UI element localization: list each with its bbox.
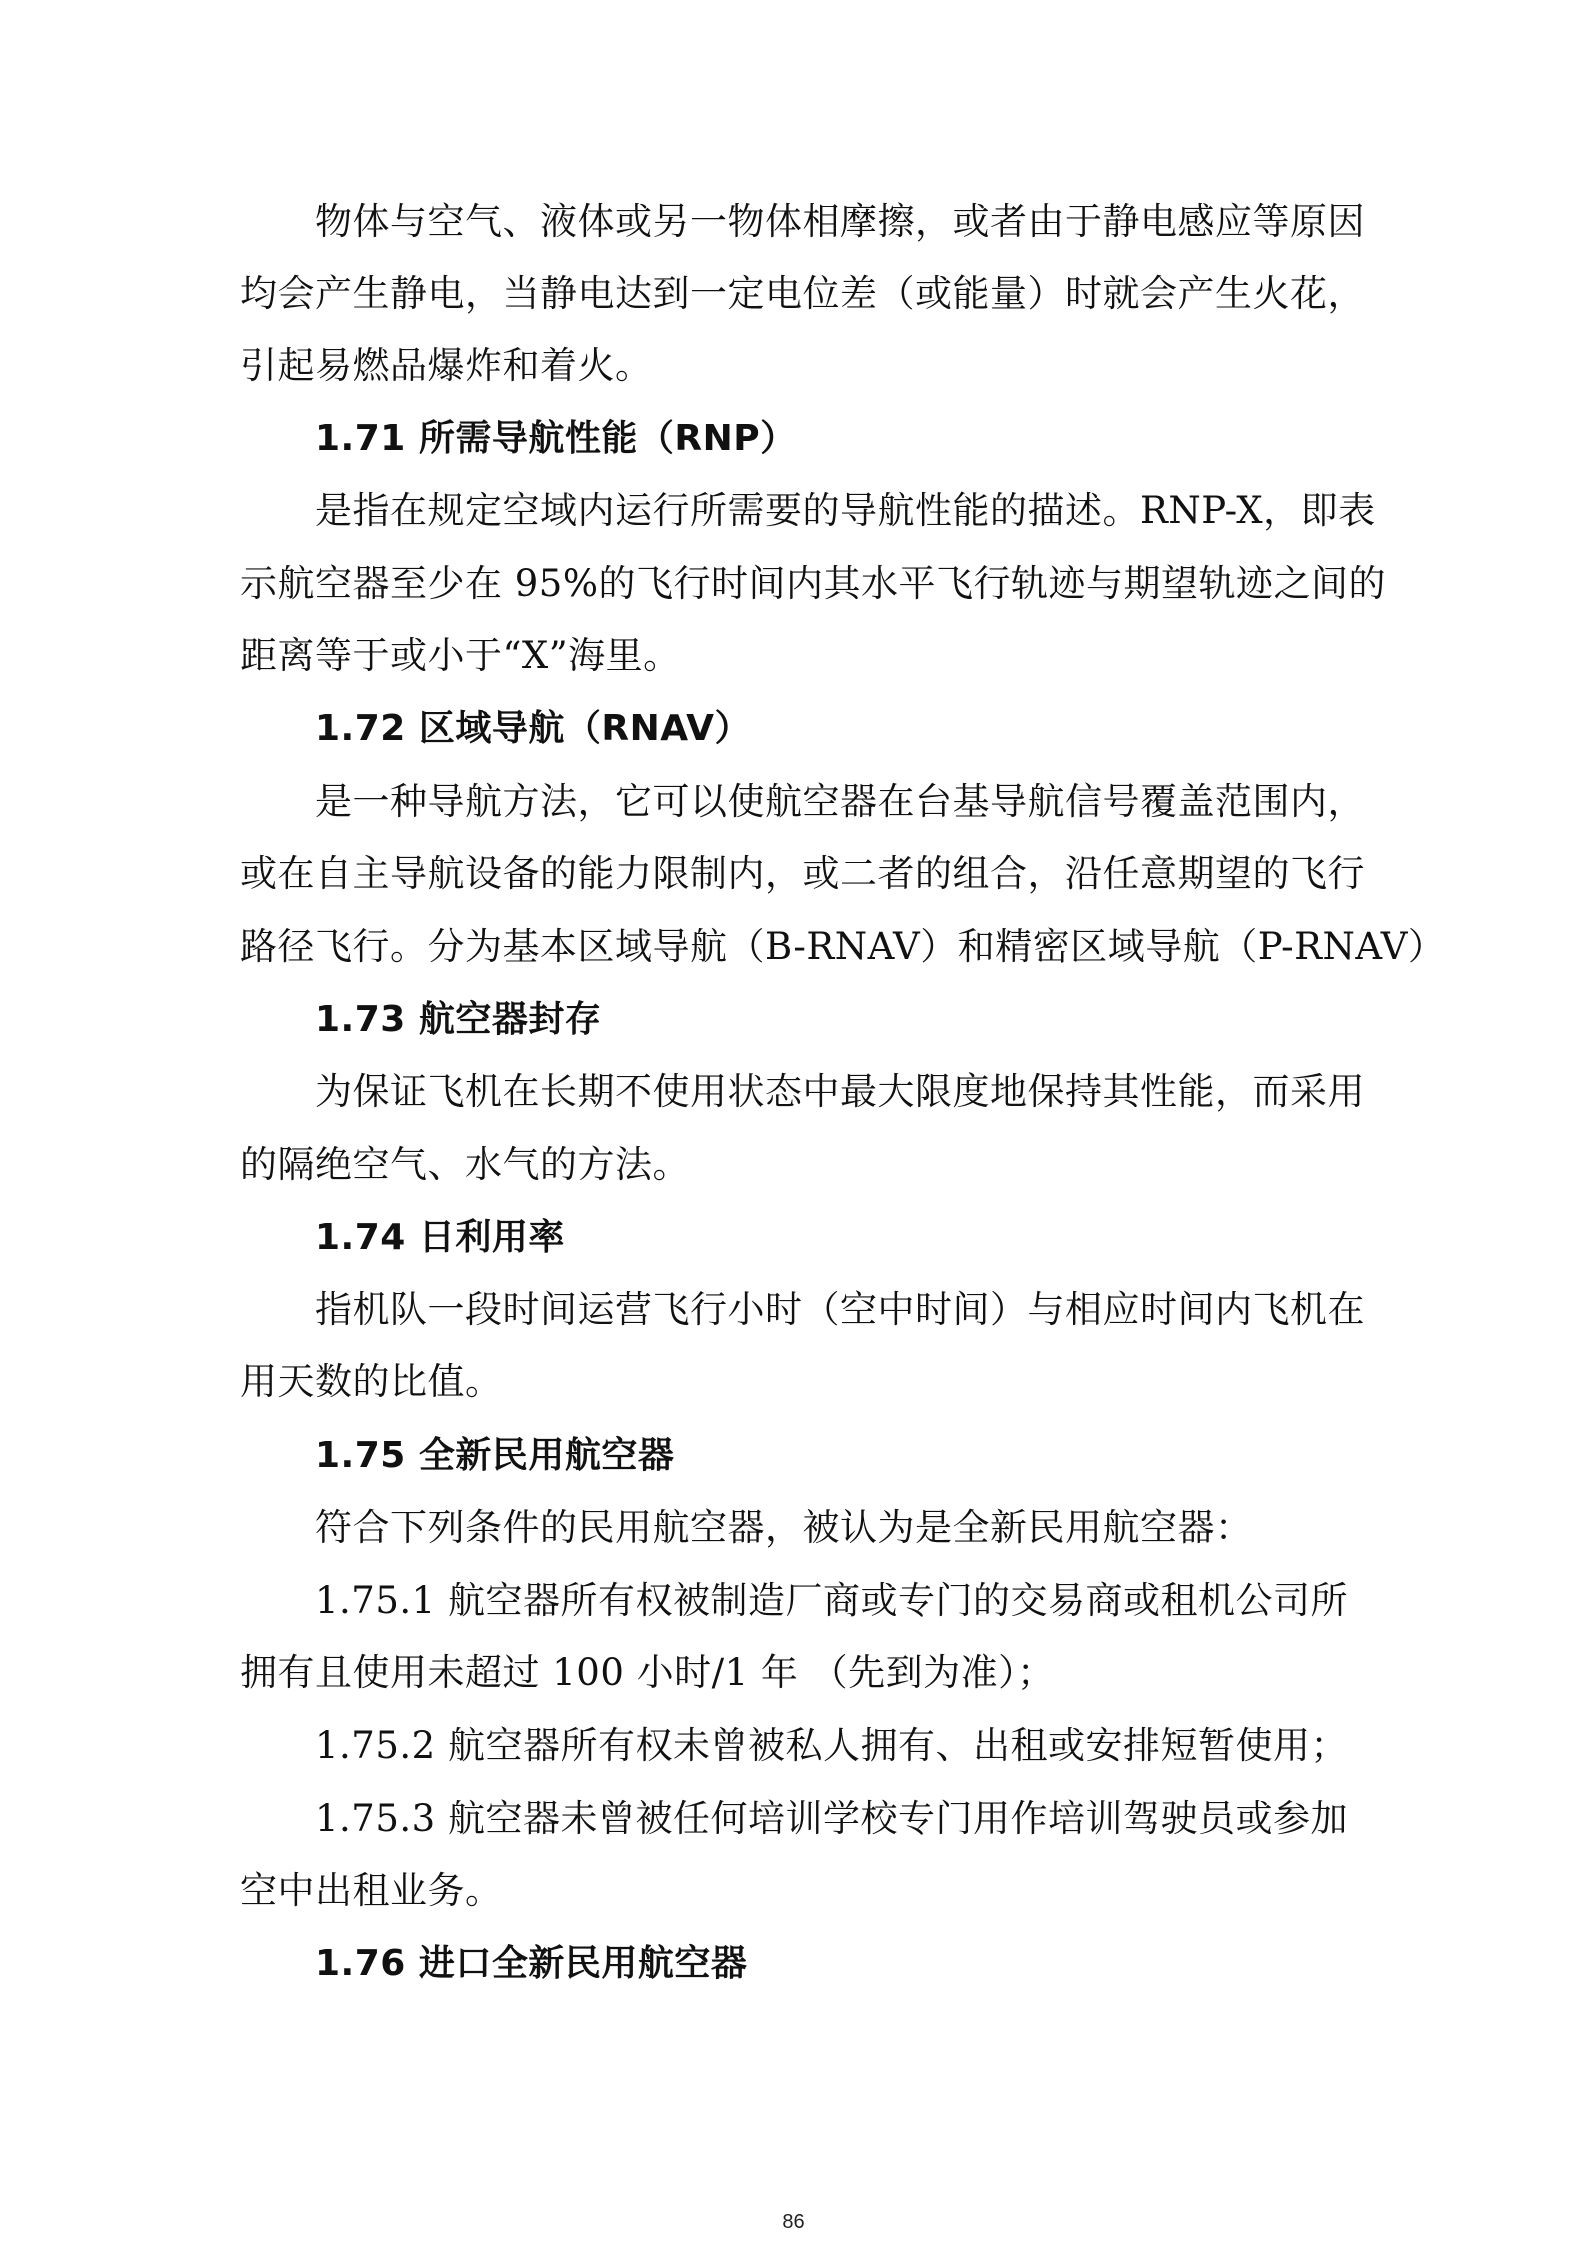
paragraph-line: 距离等于或小于“X”海里。 [240, 634, 681, 677]
paragraph-line: 用天数的比值。 [240, 1360, 503, 1403]
section-heading-1-75: 1.75 全新民用航空器 [315, 1435, 675, 1476]
paragraph-line: 示航空器至少在 95%的飞行时间内其水平飞行轨迹与期望轨迹之间的 [240, 562, 1386, 605]
section-heading-1-74: 1.74 日利用率 [315, 1217, 565, 1258]
paragraph-line: 是一种导航方法，它可以使航空器在台基导航信号覆盖范围内， [315, 780, 1365, 823]
paragraph-line: 为保证飞机在长期不使用状态中最大限度地保持其性能，而采用 [315, 1070, 1365, 1113]
page-number: 86 [782, 2211, 805, 2233]
paragraph-line: 的隔绝空气、水气的方法。 [240, 1143, 690, 1186]
paragraph-line: 均会产生静电，当静电达到一定电位差（或能量）时就会产生火花， [240, 272, 1365, 315]
paragraph-line: 1.75.3 航空器未曾被任何培训学校专门用作培训驾驶员或参加 [315, 1797, 1348, 1840]
section-heading-1-73: 1.73 航空器封存 [315, 999, 602, 1040]
paragraph-line: 是指在规定空域内运行所需要的导航性能的描述。RNP-X，即表 [315, 489, 1376, 532]
paragraph-line: 拥有且使用未超过 100 小时/1 年 （先到为准）； [240, 1651, 1055, 1694]
paragraph-line: 空中出租业务。 [240, 1869, 503, 1912]
section-heading-1-71: 1.71 所需导航性能（RNP） [315, 418, 797, 459]
paragraph-line: 1.75.2 航空器所有权未曾被私人拥有、出租或安排短暂使用； [315, 1724, 1348, 1767]
paragraph-line: 符合下列条件的民用航空器，被认为是全新民用航空器： [315, 1506, 1253, 1549]
paragraph-line: 物体与空气、液体或另一物体相摩擦，或者由于静电感应等原因 [315, 200, 1365, 243]
paragraph-line: 引起易燃品爆炸和着火。 [240, 344, 653, 387]
paragraph-line: 路径飞行。分为基本区域导航（B-RNAV）和精密区域导航（P-RNAV） [240, 925, 1446, 968]
section-heading-1-76: 1.76 进口全新民用航空器 [315, 1943, 748, 1984]
paragraph-line: 1.75.1 航空器所有权被制造厂商或专门的交易商或租机公司所 [315, 1579, 1348, 1622]
section-heading-1-72: 1.72 区域导航（RNAV） [315, 708, 751, 749]
paragraph-line: 指机队一段时间运营飞行小时（空中时间）与相应时间内飞机在 [315, 1288, 1365, 1331]
paragraph-line: 或在自主导航设备的能力限制内，或二者的组合，沿任意期望的飞行 [240, 852, 1365, 895]
